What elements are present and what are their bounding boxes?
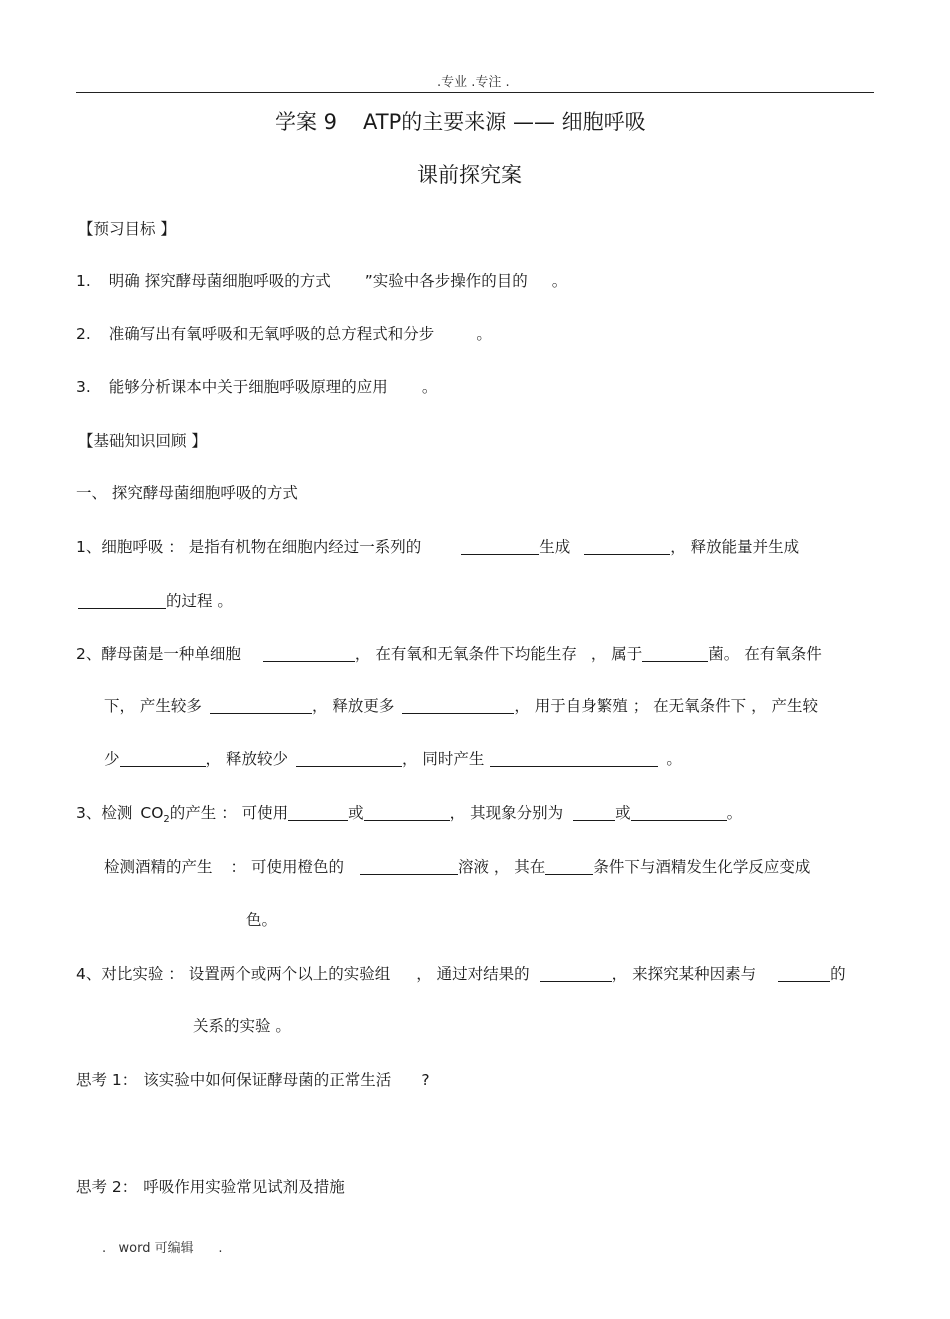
fill-blank[interactable] [545,858,593,875]
basics-heading: 【基础知识回顾 】 [78,432,207,450]
title-prefix: 学案 9 [275,110,338,134]
think-2 [76,1175,345,1197]
question-3-line-3: 色。 [246,911,278,929]
fill-blank[interactable] [490,750,658,767]
question-2 [76,642,822,664]
fill-blank[interactable] [78,592,166,609]
question-text: 或 [615,804,631,822]
question-text: 。 [666,750,682,768]
question-text: 对比实验 ： 设置两个或两个以上的实验组 [101,965,391,983]
objective-item-3 [76,375,437,397]
think-label: 思考 1： [76,1071,138,1089]
objective-item-1 [76,269,567,291]
question-text: 少 [104,750,120,768]
fill-blank[interactable] [360,858,458,875]
fill-blank[interactable] [364,804,450,821]
think-text: 该实验中如何保证酵母菌的正常生活 [143,1071,392,1089]
question-text: ， 释放能量并生成 [670,538,800,556]
fill-blank[interactable] [210,697,312,714]
question-text: 菌。 在有氧条件 [708,645,822,663]
fill-blank[interactable] [402,697,514,714]
co2-formula [140,804,170,826]
question-3 [76,801,742,825]
question-text: ， 释放较少 [205,750,288,768]
fill-blank[interactable] [573,804,615,821]
question-text: 条件下与酒精发生化学反应变成 [593,858,811,876]
objective-text: ”实验中各步操作的目的 [364,272,528,290]
think-1 [76,1068,430,1090]
question-num: 2、 [76,645,102,663]
question-text: ， 释放更多 [311,697,395,715]
question-4 [76,962,846,984]
page-subtitle: 课前探究案 [417,163,522,187]
question-2-line-3 [104,747,682,769]
fill-blank[interactable] [778,965,830,982]
question-text: 下， 产生较多 [104,697,202,715]
fill-blank[interactable] [288,804,348,821]
question-text: 生成 [539,538,571,556]
question-4-cont: 关系的实验 。 [193,1017,291,1035]
page-footer: . word 可编辑 . [102,1241,223,1256]
question-text: 检测酒精的产生 [104,858,213,876]
question-text: ， 用于自身繁殖 ； 在无氧条件下 ， 产生较 [514,697,819,715]
question-2-line-2 [104,694,818,716]
fill-blank[interactable] [584,538,670,555]
title-suffix: ATP的主要来源 —— 细胞呼吸 [363,110,646,134]
objective-text: 能够分析课本中关于细胞呼吸原理的应用 [108,378,388,396]
page-header: .专业 .专注 . [437,75,510,90]
question-text: ， 同时产生 [401,750,485,768]
question-text: 。 [726,804,743,822]
page-title [275,106,646,136]
question-num: 1、 [76,538,102,556]
question-1-cont [78,589,233,611]
fill-blank[interactable] [263,645,355,662]
think-label: 思考 2： [76,1178,138,1196]
objective-text: 明确 探究酵母菌细胞呼吸的方式 [108,272,331,290]
header-rule [76,92,874,93]
fill-blank[interactable] [296,750,402,767]
question-text: ， 在有氧和无氧条件下均能生存 [354,645,577,663]
fill-blank[interactable] [631,804,727,821]
objective-num: 2. [76,325,91,343]
question-text: 细胞呼吸 ： 是指有机物在细胞内经过一系列的 [101,538,422,556]
fill-blank[interactable] [461,538,539,555]
co2-subscript: 2 [163,814,170,826]
objectives-heading: 【预习目标 】 [78,220,176,238]
fill-blank[interactable] [120,750,206,767]
question-text: ， 其现象分别为 [449,804,564,822]
question-text: 的产生 ： 可使用 [169,804,289,822]
question-1 [76,535,799,557]
objective-end: 。 [476,325,492,343]
question-text: 溶液 ， 其在 [457,858,546,876]
question-text: ， 来探究某种因素与 [611,965,757,983]
question-text: ： 可使用橙色的 [230,858,344,876]
question-text: 酵母菌是一种单细胞 [101,645,241,663]
objective-end: 。 [551,272,568,290]
question-3-line-2 [104,855,810,877]
question-num: 3、 [76,804,102,822]
question-text: 的过程 。 [166,592,233,610]
co2-text: CO [140,804,164,822]
question-text: 或 [348,804,364,822]
think-text: 呼吸作用实验常见试剂及措施 [143,1178,345,1196]
question-text: ， 属于 [590,645,643,663]
question-text: 的 [830,965,846,983]
question-text: ， 通过对结果的 [416,965,530,983]
fill-blank[interactable] [540,965,612,982]
fill-blank[interactable] [642,645,708,662]
objective-item-2 [76,322,492,344]
section-heading: 一、 探究酵母菌细胞呼吸的方式 [76,484,298,502]
question-text: 检测 [101,804,133,822]
objective-num: 3. [76,378,91,396]
objective-text: 准确写出有氧呼吸和无氧呼吸的总方程式和分步 [108,325,435,343]
objective-end: 。 [421,378,438,396]
think-question-mark: ? [421,1071,430,1089]
objective-num: 1. [76,272,91,290]
question-num: 4、 [76,965,102,983]
